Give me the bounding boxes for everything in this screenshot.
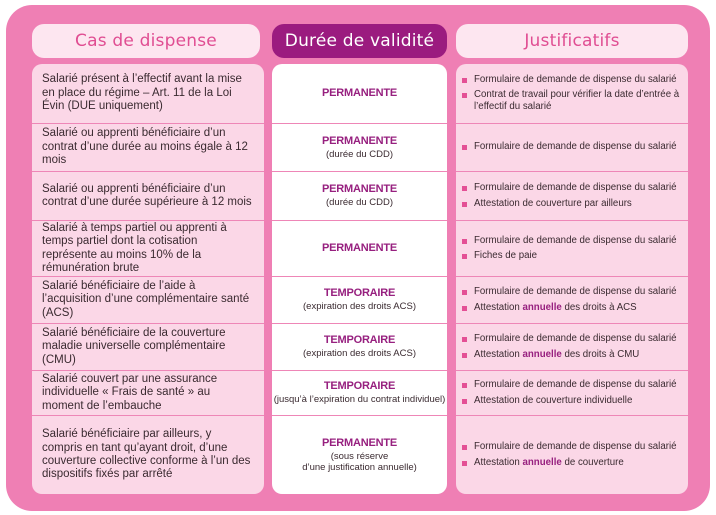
proof-text: Formulaire de demande de dispense du salarié bbox=[474, 441, 677, 453]
proofs-cell bbox=[456, 124, 688, 172]
bullet-square-icon bbox=[462, 461, 467, 466]
bullet-square-icon bbox=[462, 383, 467, 388]
column-cases bbox=[32, 64, 264, 494]
case-cell bbox=[32, 64, 264, 124]
duration-cell bbox=[272, 172, 447, 221]
proof-item bbox=[462, 395, 682, 407]
column-duration bbox=[272, 64, 447, 494]
proof-text: Attestation de couverture par ailleurs bbox=[474, 197, 632, 209]
duration-value: PERMANENTE bbox=[321, 87, 397, 99]
bullet-square-icon bbox=[462, 254, 467, 259]
case-text: Salarié à temps partiel ou apprenti à temps partiel dont la cotisation représente au moins 10% de la rémunération brute bbox=[42, 221, 227, 274]
proof-text bbox=[474, 457, 624, 469]
proof-text bbox=[474, 302, 637, 314]
duration-cell bbox=[272, 277, 447, 324]
bullet-square-icon bbox=[462, 399, 467, 404]
proof-item bbox=[462, 198, 682, 210]
proof-text: Formulaire de demande de dispense du salarié bbox=[474, 286, 677, 298]
duration-value: PERMANENTE bbox=[321, 183, 397, 196]
case-cell bbox=[32, 221, 264, 277]
proof-text: Formulaire de demande de dispense du salarié bbox=[474, 73, 677, 85]
proof-text: Attestation de couverture individuelle bbox=[474, 394, 633, 406]
proofs-cell bbox=[456, 172, 688, 221]
proof-item bbox=[462, 235, 682, 247]
proof-item bbox=[462, 182, 682, 194]
proof-text-post: des droits à ACS bbox=[561, 301, 637, 313]
duration-cell bbox=[272, 221, 447, 277]
proof-item bbox=[462, 457, 682, 469]
proof-item bbox=[462, 286, 682, 298]
case-text: Salarié présent à l’effectif avant la mise en place du régime – Art. 11 de la Loi Évin (DUE uniquement) bbox=[42, 73, 242, 113]
bullet-square-icon bbox=[462, 78, 467, 83]
bullet-square-icon bbox=[462, 202, 467, 207]
proof-item bbox=[462, 379, 682, 391]
proof-item bbox=[462, 349, 682, 361]
header-cases: Cas de dispense bbox=[32, 24, 260, 58]
duration-value: PERMANENTE bbox=[321, 242, 397, 254]
proofs-cell bbox=[456, 277, 688, 324]
duration-cell bbox=[272, 371, 447, 416]
case-text: Salarié ou apprenti bénéficiaire d’un contrat d’une durée au moins égale à 12 mois bbox=[42, 127, 248, 167]
proofs-cell bbox=[456, 371, 688, 416]
duration-value: TEMPORAIRE bbox=[323, 334, 396, 347]
duration-note: (sous réserve d’une justification annuelle) bbox=[302, 450, 417, 473]
case-text: Salarié couvert par une assurance individuelle « Frais de santé » au moment de l’embauche bbox=[42, 372, 218, 412]
proof-item bbox=[462, 74, 682, 86]
proof-text: Formulaire de demande de dispense du salarié bbox=[474, 234, 677, 246]
proof-text bbox=[474, 349, 639, 361]
proof-item bbox=[462, 441, 682, 453]
proof-text: Formulaire de demande de dispense du salarié bbox=[474, 379, 677, 391]
proof-text-pre: Attestation bbox=[474, 301, 523, 313]
proof-item bbox=[462, 89, 682, 113]
bullet-square-icon bbox=[462, 306, 467, 311]
case-text: Salarié bénéficiaire de l’aide à l’acquisition d’une complémentaire santé (ACS) bbox=[42, 279, 250, 319]
bullet-square-icon bbox=[462, 93, 467, 98]
proof-text-post: de couverture bbox=[561, 456, 624, 468]
proofs-cell bbox=[456, 416, 688, 494]
case-cell bbox=[32, 416, 264, 494]
duration-note: (expiration des droits ACS) bbox=[303, 301, 416, 313]
duration-value: TEMPORAIRE bbox=[323, 287, 396, 300]
proof-text-pre: Attestation bbox=[474, 348, 523, 360]
duration-note: (durée du CDD) bbox=[325, 148, 394, 160]
proof-text: Formulaire de demande de dispense du salarié bbox=[474, 333, 677, 345]
duration-cell bbox=[272, 124, 447, 172]
bullet-square-icon bbox=[462, 290, 467, 295]
proof-text-post: des droits à CMU bbox=[561, 348, 640, 360]
duration-note: (durée du CDD) bbox=[325, 197, 394, 209]
bullet-square-icon bbox=[462, 186, 467, 191]
proofs-cell bbox=[456, 64, 688, 124]
case-cell bbox=[32, 124, 264, 172]
proof-text: Fiches de paie bbox=[474, 250, 538, 261]
proof-text-pre: Attestation bbox=[474, 456, 523, 468]
case-text: Salarié ou apprenti bénéficiaire d’un contrat d’une durée supérieure à 12 mois bbox=[42, 182, 252, 208]
duration-value: PERMANENTE bbox=[321, 134, 397, 147]
proof-text-highlight: annuelle bbox=[522, 301, 562, 313]
case-text: Salarié bénéficiaire par ailleurs, y compris en tant qu’ayant droit, d’une couverture collective conforme à l’un des dispositifs fixés par arrêté bbox=[42, 428, 251, 481]
proof-item bbox=[462, 333, 682, 345]
duration-value: TEMPORAIRE bbox=[323, 380, 396, 393]
header-duration: Durée de validité bbox=[272, 24, 447, 58]
case-cell bbox=[32, 172, 264, 221]
duration-value: PERMANENTE bbox=[321, 436, 397, 449]
proof-text: Formulaire de demande de dispense du salarié bbox=[474, 141, 677, 153]
case-cell bbox=[32, 324, 264, 371]
column-proofs bbox=[456, 64, 688, 494]
bullet-square-icon bbox=[462, 145, 467, 150]
bullet-square-icon bbox=[462, 239, 467, 244]
bullet-square-icon bbox=[462, 445, 467, 450]
case-text: Salarié bénéficiaire de la couverture maladie universelle complémentaire (CMU) bbox=[42, 326, 226, 366]
proof-text-highlight: annuelle bbox=[522, 348, 562, 360]
duration-cell bbox=[272, 416, 447, 494]
header-proofs: Justificatifs bbox=[456, 24, 688, 58]
proof-text-highlight: annuelle bbox=[522, 456, 562, 468]
proof-item bbox=[462, 302, 682, 314]
case-cell bbox=[32, 277, 264, 324]
case-cell bbox=[32, 371, 264, 416]
duration-cell bbox=[272, 324, 447, 371]
proofs-cell bbox=[456, 324, 688, 371]
proofs-cell bbox=[456, 221, 688, 277]
bullet-square-icon bbox=[462, 337, 467, 342]
duration-note: (jusqu’à l’expiration du contrat individuel) bbox=[273, 394, 446, 406]
proof-item bbox=[462, 141, 682, 153]
bullet-square-icon bbox=[462, 353, 467, 358]
proof-text: Formulaire de demande de dispense du salarié bbox=[474, 182, 677, 194]
proof-item bbox=[462, 250, 682, 262]
duration-cell bbox=[272, 64, 447, 124]
proof-text: Contrat de travail pour vérifier la date d’entrée à l’effectif du salarié bbox=[474, 88, 680, 113]
duration-note: (expiration des droits ACS) bbox=[303, 348, 416, 360]
